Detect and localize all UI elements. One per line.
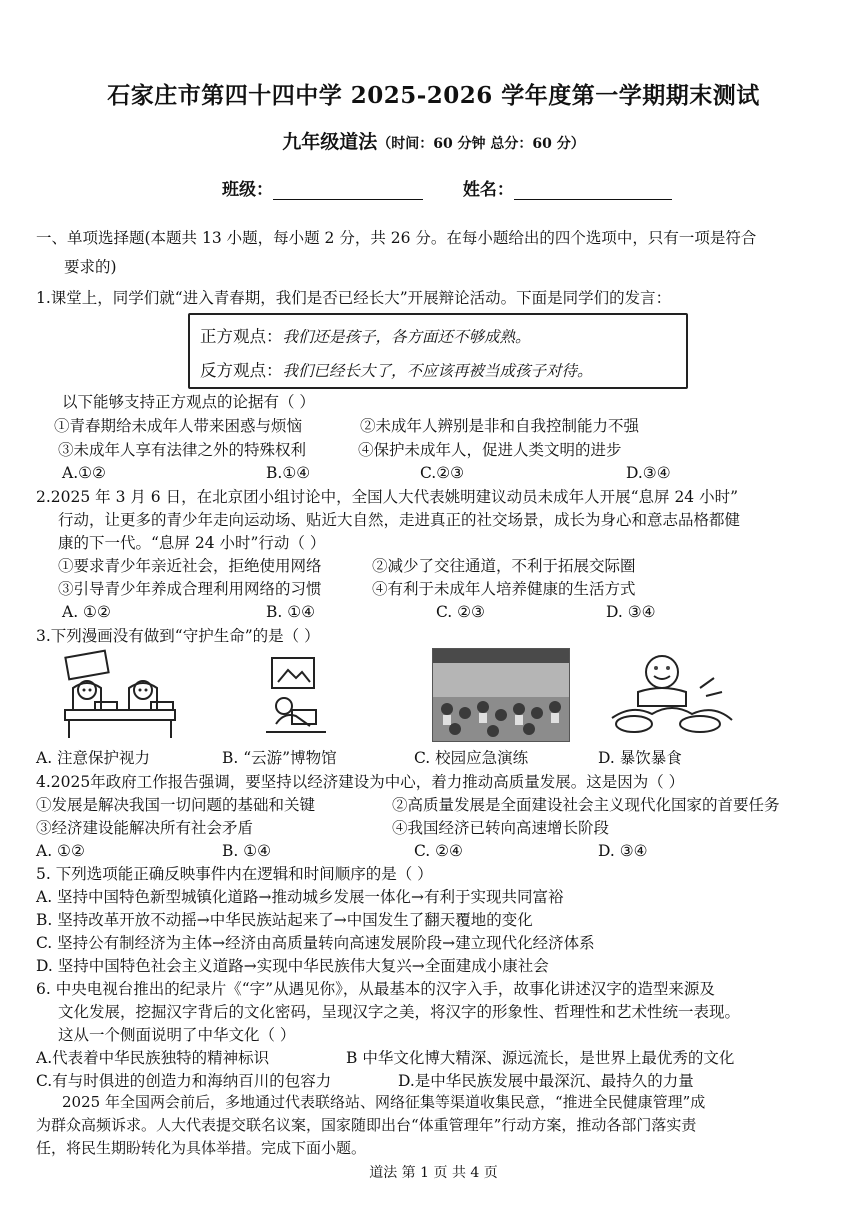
pro-text: 我们还是孩子，各方面还不够成熟。 [282,328,531,346]
q2-option-b[interactable]: B. ①④ [266,603,316,621]
q4-statement-1: ①发展是解决我国一切问题的基础和关键 [36,796,316,814]
con-view [200,357,593,381]
time-score-info: （时间：60 分钟 总分：60 分） [377,136,585,152]
q2-stem-line2: 行动，让更多的青少年走向运动场、贴近大自然，走进真正的社交场景，成长为身心和意志品格都健 [58,511,741,529]
q1-statement-1: ①青春期给未成年人带来困惑与烦恼 [54,417,303,435]
q2-statement-3: ③引导青少年养成合理利用网络的习惯 [58,580,322,598]
q1-statement-2: ②未成年人辨别是非和自我控制能力不强 [360,417,640,435]
q1-option-c[interactable]: C.②③ [420,464,465,482]
passage-line3: 任，将民生期盼转化为具体举措。完成下面小题。 [36,1139,367,1157]
q6-stem-line2: 文化发展，挖掘汉字背后的文化密码，呈现汉字之美，将汉字的形象性、哲理性和艺术性统一表现。 [58,1003,741,1021]
q2-option-a[interactable]: A. ①② [62,603,111,621]
q1-option-d[interactable]: D.③④ [626,464,671,482]
cartoon-overeating [604,648,740,740]
q3-option-a[interactable]: A. 注意保护视力 [36,749,151,767]
con-text: 我们已经长大了，不应该再被当成孩子对待。 [282,362,593,380]
q2-statement-2: ②减少了交往通道，不利于拓展交际圈 [372,557,636,575]
q2-option-c[interactable]: C. ②③ [436,603,485,621]
q2-statement-1: ①要求青少年亲近社会，拒绝使用网络 [58,557,322,575]
page-footer: 道法 第 1 页 共 4 页 [369,1165,498,1181]
q4-option-a[interactable]: A. ①② [36,842,85,860]
q1-statement-3: ③未成年人享有法律之外的特殊权利 [58,441,307,459]
name-label: 姓名： [462,180,514,200]
section-heading: 一、单项选择题(本题共 13 小题，每小题 2 分，共 26 分。在每小题给出的四个选项中，只有一项是符合 [36,229,757,247]
q1-prompt: 以下能够支持正方观点的论据有（ ） [62,393,315,411]
q4-statement-4: ④我国经济已转向高速增长阶段 [392,819,610,837]
q6-option-b[interactable]: B 中华文化博大精深、源远流长，是世界上最优秀的文化 [346,1049,735,1067]
pro-label: 正方观点： [200,327,283,346]
q3-option-b[interactable]: B. “云游”博物馆 [222,749,337,767]
q4-statement-3: ③经济建设能解决所有社会矛盾 [36,819,254,837]
q1-stem: 1.课堂上，同学们就“进入青春期，我们是否已经长大”开展辩论活动。下面是同学们的发言： [36,289,672,307]
cartoon-eye-care [55,648,191,740]
passage-line2: 为群众高频诉求。人大代表提交联名议案，国家随即出台“体重管理年”行动方案，推动各部门落实责 [36,1116,697,1134]
q4-statement-2: ②高质量发展是全面建设社会主义现代化国家的首要任务 [392,796,780,814]
class-label: 班级： [222,180,273,200]
q5-option-d[interactable]: D. 坚持中国特色社会主义道路→实现中华民族伟大复兴→全面建成小康社会 [36,957,549,975]
q6-option-d[interactable]: D.是中华民族发展中最深沉、最持久的力量 [398,1072,694,1090]
q5-stem: 5. 下列选项能正确反映事件内在逻辑和时间顺序的是（ ） [36,865,433,883]
q2-option-d[interactable]: D. ③④ [606,603,656,621]
q2-stem-line1: 2.2025 年 3 月 6 日，在北京团小组讨论中，全国人大代表姚明建议动员未成年人开展“息屏 24 小时” [36,488,739,506]
q3-option-c[interactable]: C. 校园应急演练 [414,749,529,767]
cartoon-cloud-museum [262,648,332,740]
photo-campus-drill [432,648,570,742]
q4-stem: 4.2025年政府工作报告强调，要坚持以经济建设为中心，着力推动高质量发展。这是因为（ ） [36,773,685,791]
q1-statement-4: ④保护未成年人，促进人类文明的进步 [358,441,622,459]
q5-option-c[interactable]: C. 坚持公有制经济为主体→经济由高质量转向高速发展阶段→建立现代化经济体系 [36,934,595,952]
q6-stem-line1: 6. 中央电视台推出的纪录片《“字”从遇见你》，从最基本的汉字入手，故事化讲述汉字的造型来源及 [36,980,715,998]
q6-option-c[interactable]: C.有与时俱进的创造力和海纳百川的包容力 [36,1072,332,1090]
debate-box [188,313,688,389]
passage-line1: 2025 年全国两会前后，多地通过代表联络站、网络征集等渠道收集民意，“推进全民健康管理”成 [62,1093,706,1111]
page-title: 石家庄市第四十四中学 2025-2026 学年度第一学期期末测试 [107,82,760,109]
q3-option-d[interactable]: D. 暴饮暴食 [598,749,682,767]
student-info-row [222,180,672,200]
subject-label: 九年级道法 [282,131,378,153]
q2-statement-4: ④有利于未成年人培养健康的生活方式 [372,580,636,598]
q1-option-b[interactable]: B.①④ [266,464,311,482]
q3-stem: 3.下列漫画没有做到“守护生命”的是（ ） [36,627,320,645]
q4-option-d[interactable]: D. ③④ [598,842,648,860]
class-field[interactable] [273,181,423,200]
q4-option-b[interactable]: B. ①④ [222,842,272,860]
q5-option-b[interactable]: B. 坚持改革开放不动摇→中华民族站起来了→中国发生了翻天覆地的变化 [36,911,533,929]
q4-option-c[interactable]: C. ②④ [414,842,463,860]
pro-view [200,323,531,347]
q1-option-a[interactable]: A.①② [62,464,106,482]
q5-option-a[interactable]: A. 坚持中国特色新型城镇化道路→推动城乡发展一体化→有利于实现共同富裕 [36,888,564,906]
q6-option-a[interactable]: A.代表着中华民族独特的精神标识 [36,1049,270,1067]
section-heading-cont: 要求的) [64,258,117,276]
exam-subtitle [0,132,867,154]
q2-stem-line3: 康的下一代。“息屏 24 小时”行动（ ） [58,534,326,552]
name-field[interactable] [514,181,672,200]
q6-stem-line3: 这从一个侧面说明了中华文化（ ） [58,1026,296,1044]
con-label: 反方观点： [200,361,283,380]
